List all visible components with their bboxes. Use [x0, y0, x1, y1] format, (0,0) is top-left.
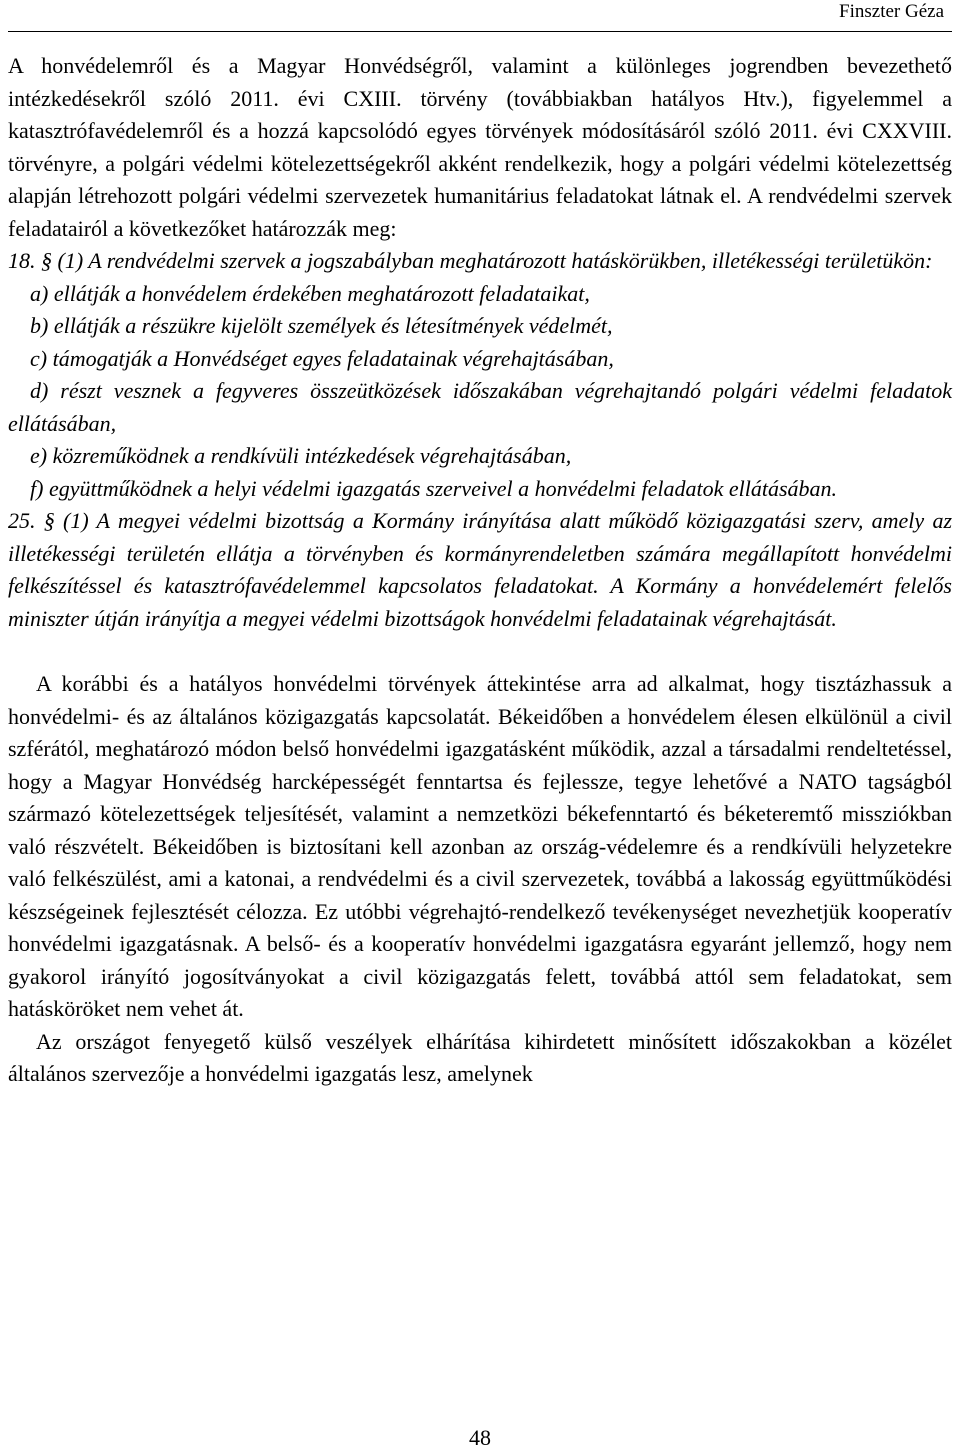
running-header-author: Finszter Géza — [839, 1, 944, 22]
page-number: 48 — [469, 1425, 491, 1450]
body-paragraph: A korábbi és a hatályos honvédelmi törvények áttekintése arra ad alkalmat, hogy tisztázhassuk a honvédelmi- és az általános közigazgatás kapcsolatát. Békeidőben a honvédelem élesen elkülönül a civil szférától, meghatározó módon belső honvédelmi igazgatásként működik, azzal a társadalmi rendeltetéssel, hogy a Magyar Honvédség harcképességét fenntartsa és fejlessze, tegye lehetővé a NATO tagságból származó kötelezettségek teljesítését, valamint a nemzetközi békefenntartó és béketeremtő missziókban való részvételt. Békeidőben is biztosítani kell azonban az ország-védelemre és a rendkívüli helyzetekre való felkészülést, ami a katonai, a rendvédelmi és a civil szervezetek, továbbá a lakosság együttműködési készségeinek fejlesztését célozza. Ez utóbbi végrehajtó-rendelkező tevékenységet nevezhetjük kooperatív honvédelmi igazgatásnak. A belső- és a kooperatív honvédelmi igazgatásra egyaránt jellemző, hogy nem gyakorol irányító jogosítványokat a civil közigazgatás felett, továbbá attól sem feladatokat, sem hatásköröket nem vehet át. — [8, 671, 952, 1021]
document-body — [8, 50, 952, 1091]
quote-item-f: f) együttműködnek a helyi védelmi igazgatás szerveivel a honvédelmi feladatok ellátásában. — [30, 475, 838, 501]
quote-item-e: e) közreműködnek a rendkívüli intézkedések végrehajtásában, — [30, 443, 572, 468]
quote-item-b: b) ellátják a részükre kijelölt személyek és létesítmények védelmét, — [30, 313, 613, 338]
body-paragraph: Az országot fenyegető külső veszélyek elhárítása kihirdetett minősített időszakokban a közélet általános szervezője a honvédelmi igazgatás lesz, amelynek — [8, 1028, 952, 1086]
quote-section-18: 18. § (1) A rendvédelmi szervek a jogszabályban meghatározott hatáskörükben, illetékességi területükön: — [8, 248, 933, 273]
quote-item-c: c) támogatják a Honvédséget egyes feladatainak végrehajtásában, — [30, 345, 614, 371]
quote-item-a: a) ellátják a honvédelem érdekében meghatározott feladataikat, — [30, 280, 590, 306]
header-rule — [8, 31, 952, 32]
quote-section-25: 25. § (1) A megyei védelmi bizottság a Kormány irányítása alatt működő közigazgatási szerv, amely az illetékességi területén ellátja a törvényben és kormányrendeletben számára megállapított honvédelmi felkészítéssel és katasztrófavédelemmel kapcsolatos feladatokat. A Kormány a honvédelemért felelős miniszter útján irányítja a megyei védelmi bizottságok honvédelmi feladatainak végrehajtását. — [8, 508, 952, 631]
quote-intro: A honvédelemről és a Magyar Honvédségről, valamint a különleges jogrendben bevezethető intézkedésekről szóló 2011. évi CXIII. törvény (továbbiakban hatályos Htv.), figyelemmel a katasztrófavédelemről és a hozzá kapcsolódó egyes törvények módosításáról szóló 2011. évi CXXVIII. törvényre, a polgári védelmi kötelezettségekről akként rendelkezik, hogy a polgári védelmi kötelezettség alapján létrehozott polgári védelmi szervezetek humanitárius feladatokat látnak el. A rendvédelmi szervek feladatairól a következőket határozzák meg: — [8, 53, 952, 241]
quote-item-d: d) részt vesznek a fegyveres összeütközések időszakában végrehajtandó polgári védelmi feladatok ellátásában, — [8, 378, 952, 436]
